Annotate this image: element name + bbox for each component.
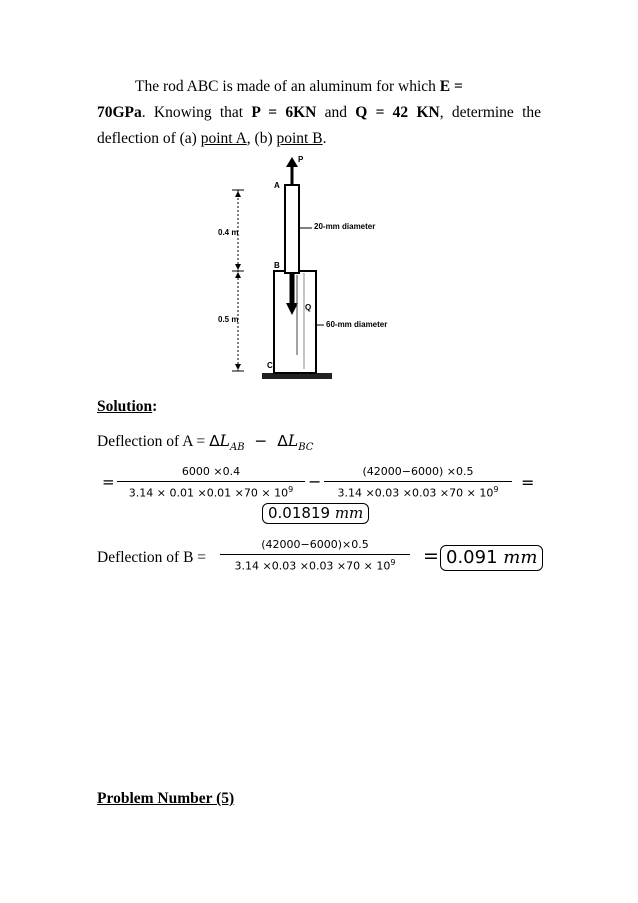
fraction-b — [220, 538, 410, 573]
deflection-b-label — [97, 549, 206, 567]
minus-sign: − — [254, 432, 268, 450]
diameter-bc: 60-mm diameter — [326, 320, 388, 329]
next-problem-heading-text: Problem Number (5) — [97, 790, 235, 807]
equals-sign: = — [521, 473, 535, 492]
fraction-ab-denominator — [117, 485, 305, 500]
fraction-bar — [220, 554, 410, 555]
fraction-b-denominator — [220, 558, 410, 573]
label-c: C — [267, 361, 273, 370]
result-b-unit: mm — [503, 547, 538, 568]
result-b-box — [440, 545, 543, 571]
solution-heading — [97, 398, 157, 416]
result-a-unit: mm — [334, 504, 364, 522]
p-arrow-head — [286, 157, 298, 167]
l-symbol: L — [219, 432, 230, 450]
solution-colon: : — [152, 398, 158, 415]
rod-diagram — [212, 155, 422, 387]
label-q: Q — [305, 303, 312, 312]
separator-text: , (b) — [246, 130, 277, 147]
p-value: P = 6KN — [251, 104, 317, 121]
delta-symbol: Δ — [209, 432, 220, 450]
e-label: E = — [439, 78, 463, 95]
and-text: and — [316, 104, 356, 121]
l-symbol: L — [287, 432, 299, 450]
rod-bc — [274, 271, 316, 373]
denominator-text: 3.14 ×0.03 ×0.03 ×70 × 10 — [234, 559, 391, 573]
intro-text-2: . Knowing that — [141, 104, 252, 121]
length-ab: 0.4 m — [218, 228, 239, 237]
fraction-bc-denominator — [324, 485, 512, 500]
dim-arrow — [235, 264, 241, 270]
q-value: Q = 42 KN — [355, 104, 440, 121]
problem-statement — [97, 74, 541, 152]
dim-arrow — [235, 191, 241, 197]
deflection-a-label: Deflection of A = — [97, 433, 210, 450]
deflection-a-equation — [97, 432, 313, 453]
point-a-link: point A — [200, 130, 247, 147]
point-b-link: point B — [276, 130, 323, 147]
denominator-text: 3.14 × 0.01 ×0.01 ×70 × 10 — [128, 486, 289, 500]
result-a-box — [262, 503, 369, 524]
denominator-text: 3.14 ×0.03 ×0.03 ×70 × 10 — [337, 486, 494, 500]
period: . — [322, 130, 327, 147]
result-b-value: 0.091 — [446, 547, 498, 568]
equals-sign: = — [423, 545, 439, 567]
fraction-b-numerator: (42000−6000)×0.5 — [261, 538, 369, 551]
exponent: 9 — [390, 558, 396, 567]
length-bc: 0.5 m — [218, 315, 239, 324]
deflection-b-label-text: Deflection of B = — [97, 549, 207, 566]
subscript-bc: BC — [298, 442, 314, 454]
delta-symbol: Δ — [277, 432, 288, 450]
dim-arrow — [235, 272, 241, 278]
solution-heading-text: Solution — [97, 398, 153, 415]
rod-figure — [212, 155, 422, 387]
equals-sign: = — [102, 473, 115, 491]
exponent: 9 — [493, 485, 499, 494]
label-b: B — [274, 261, 280, 270]
minus-sign: − — [308, 472, 322, 491]
fraction-bc — [324, 465, 512, 500]
fraction-ab — [117, 465, 305, 500]
label-a: A — [274, 181, 280, 190]
diameter-ab: 20-mm diameter — [314, 222, 376, 231]
fraction-bc-numerator: (42000−6000) ×0.5 — [362, 465, 474, 478]
fraction-ab-numerator: 6000 ×0.4 — [181, 465, 241, 478]
fraction-bar — [117, 481, 305, 482]
result-a-value: 0.01819 — [268, 504, 331, 522]
label-p: P — [298, 155, 304, 164]
subscript-ab: AB — [229, 442, 245, 454]
fraction-bar — [324, 481, 512, 482]
dim-arrow — [235, 364, 241, 370]
exponent: 9 — [288, 485, 294, 494]
rod-ab — [285, 185, 299, 273]
intro-text-3: , determine the deflection of (a) — [97, 104, 542, 147]
e-value: 70GPa — [97, 104, 142, 121]
next-problem-heading — [97, 790, 234, 808]
intro-text: The rod ABC is made of an aluminum for which — [135, 78, 440, 95]
